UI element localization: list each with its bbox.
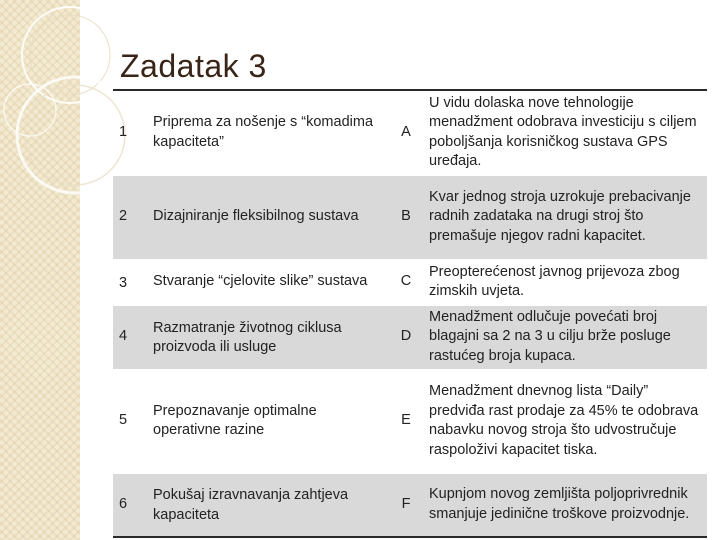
task-cell: Pokušaj izravnavanja zahtjeva kapaciteta: [153, 487, 349, 523]
task-cell: Priprema za nošenje s “komadima kapaciteta”: [153, 114, 374, 150]
slide-title: Zadatak 3: [120, 48, 267, 84]
row-number: 1: [119, 124, 128, 140]
table-row: [113, 305, 707, 369]
scenario-letter: C: [400, 273, 412, 290]
row-number: 6: [119, 496, 128, 512]
row-number: 3: [119, 274, 128, 291]
row-number: 2: [119, 208, 128, 225]
table-row: [113, 259, 707, 305]
scenario-letter: E: [401, 412, 411, 429]
task-cell: Prepoznavanje optimalne operativne razine: [153, 402, 317, 438]
matching-table: [113, 91, 707, 538]
scenario-letter: A: [401, 124, 411, 140]
scenario-cell: Preopterećenost javnog prijevoza zbog zimskih uvjeta.: [429, 263, 680, 299]
scenario-cell: U vidu dolaska nove tehnologije menadžment odobrava investiciju s ciljem poboljšanja korisničkog sustava GPS uređaja.: [429, 94, 697, 170]
scenario-cell: Kupnjom novog zemljišta poljoprivrednik smanjuje jedinične troškove proizvodnje.: [429, 486, 690, 522]
task-cell: Dizajniranje fleksibilnog sustava: [153, 208, 359, 225]
scenario-letter: F: [401, 496, 411, 512]
scenario-cell: Kvar jednog stroja uzrokuje prebacivanje radnih zadataka na drugi stroj što premašuje njegov radni kapacitet.: [429, 188, 691, 244]
scenario-cell: Menadžment odlučuje povećati broj blagajni sa 2 na 3 u cilju brže posluge rastućeg broja kupaca.: [429, 308, 671, 364]
row-number: 5: [119, 412, 128, 429]
table-row: [113, 369, 707, 473]
table-row: [113, 473, 707, 537]
row-number: 4: [119, 328, 128, 345]
scenario-letter: B: [401, 208, 411, 225]
table-row: [113, 91, 707, 175]
decorative-side-band: [0, 0, 80, 540]
scenario-letter: D: [400, 328, 412, 345]
task-cell: Stvaranje “cjelovite slike” sustava: [153, 273, 368, 290]
scenario-cell: Menadžment dnevnog lista “Daily” predviđa rast prodaje za 45% te odobrava nabavku novog stroja što udvostručuje raspoloživi kapacitet tiska.: [429, 383, 699, 458]
task-cell: Razmatranje životnog ciklusa proizvoda ili usluge: [153, 319, 342, 355]
table-row: [113, 175, 707, 259]
